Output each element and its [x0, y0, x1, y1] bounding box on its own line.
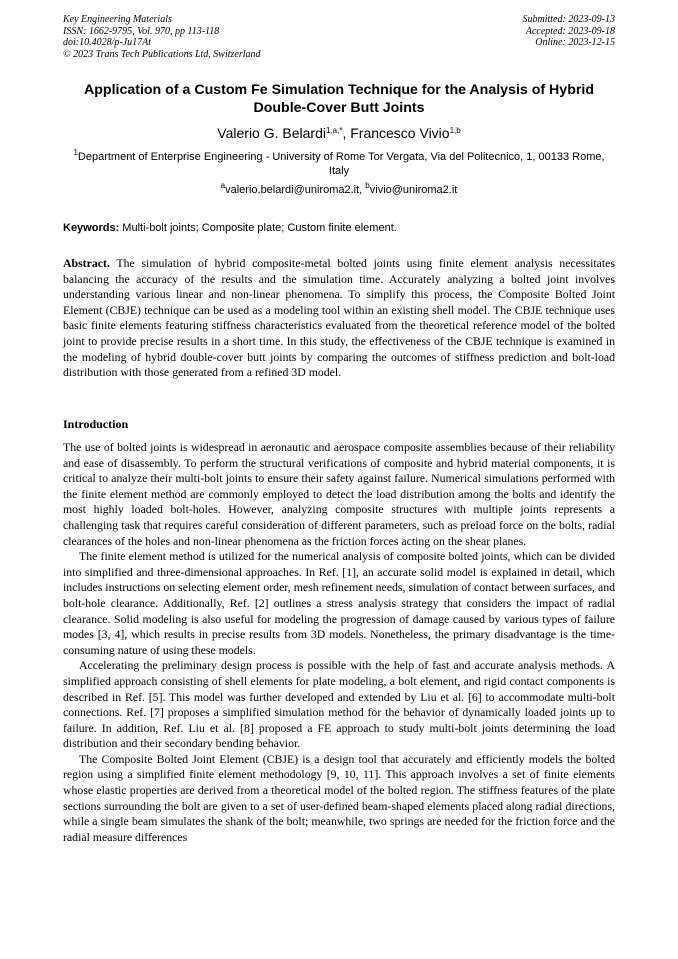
- paragraph: The finite element method is utilized for the numerical analysis of composite bolted joints, which can be divided into simplified and three-dimensional approaches. In Ref. [1], an accurate solid model is explained in detail, which includes instructions on selecting element order, mesh refinement needs, simulation of contact between surfaces, and bolt-hole clearance. Additionally, Ref. [2] outlines a stress analysis strategy that considers the impact of radial clearance. Solid modeling is also useful for modeling the progression of damage caused by various types of failure modes [3, 4], which results in precise results from 3D models. Nonetheless, the primary disadvantage is the time-consuming nature of using these models.: [63, 549, 615, 657]
- email-sup: b: [365, 181, 370, 190]
- author-affil-sup: 1,a,*: [325, 126, 343, 135]
- online-date: Online: 2023-12-15: [535, 37, 615, 49]
- abstract-label: Abstract.: [63, 256, 110, 270]
- copyright-line: © 2023 Trans Tech Publications Ltd, Switzerland: [63, 48, 261, 60]
- paper-title: Application of a Custom Fe Simulation Technique for the Analysis of Hybrid Double-Cover Butt Joints: [83, 82, 594, 116]
- issn-line: ISSN: 1662-9795, Vol. 970, pp 113-118: [63, 25, 220, 37]
- abstract-text: The simulation of hybrid composite-metal bolted joints using finite element analysis necessitates balancing the accuracy of the results and the simulation time. Accurately analyzing a bolted joint involves understanding various linear and non-linear phenomena. To simplify this process, the Composite Bolted Joint Element (CBJE) technique can be used as a modeling tool within an existing shell model. The CBJE technique uses basic finite elements featuring stiffness characteristics evaluated from the theoretical reference model of the bolted joint to provide precise results in a short time. In this study, the effectiveness of the CBJE technique is examined in the modeling of hybrid double-cover butt joints by comparing the outcomes of stiffness prediction and bolt-load distribution with those generated from a refined 3D model.: [63, 256, 615, 380]
- author-name: Francesco Vivio: [350, 125, 450, 141]
- author-affil-sup: 1,b: [449, 126, 461, 135]
- author-list: [63, 124, 615, 142]
- affiliation-sup: 1: [73, 148, 78, 157]
- doi-line[interactable]: doi:10.4028/p-Ju17At: [63, 37, 152, 49]
- keywords: [63, 221, 615, 235]
- journal-name: Key Engineering Materials: [63, 14, 172, 25]
- email-sup: a: [220, 181, 226, 190]
- author-separator: ,: [342, 125, 351, 141]
- abstract: [63, 256, 615, 381]
- affiliation-text: Department of Enterprise Engineering - University of Rome Tor Vergata, Via del Politecnico, 1, 00133 Rome, Italy: [77, 151, 605, 177]
- dates-info: [523, 14, 616, 49]
- paragraph: The use of bolted joints is widespread in aeronautic and aerospace composite assemblies because of their reliability and ease of disassembly. To perform the structural verifications of composite and hybrid material components, it is critical to analyze their multi-bolt joints to ensure their safety against failure. Numerical simulations performed with the finite element method are commonly employed to detect the load distribution among the bolts and identify the most highly loaded bolt-holes. However, analyzing composite structures with multiple joints represents a challenging task that requires careful consideration of different parameters, such as preload force on the bolts, radial clearances of the holes and non-linear phenomena as the friction forces acting on the shear planes.: [63, 440, 615, 548]
- paragraph: Accelerating the preliminary design process is possible with the help of fast and accurate analysis methods. A simplified approach consisting of shell elements for plate modeling, a bolt element, and rigid contact components is described in Ref. [5]. This model was further developed and extended by Liu et al. [6] to accommodate multi-bolt connections. Ref. [7] proposes a simplified simulation method for the behavior of dynamically loaded joints up to failure. In addition, Ref. Liu et al. [8] proposed a FE approach to study multi-bolt joints determining the load distribution and their secondary bending behavior.: [63, 658, 615, 751]
- paragraph: The Composite Bolted Joint Element (CBJE) is a design tool that accurately and efficiently models the bolted region using a simplified finite element methodology [9, 10, 11]. This approach involves a set of finite elements whose elastic properties are derived from a theoretical model of the bolted region. The stiffness features of the plate sections surrounding the bolt are given to a set of user-defined beam-shaped elements placed along radial directions, while a single beam simulates the shank of the bolt; meanwhile, two springs are needed for the friction force and the radial measure differences: [63, 751, 615, 844]
- author-name: Valerio G. Belardi: [217, 125, 326, 141]
- keywords-label: Keywords:: [63, 222, 120, 234]
- affiliation: [63, 150, 615, 178]
- journal-info: [63, 14, 261, 60]
- email-link[interactable]: vivio@uniroma2.it: [369, 184, 458, 196]
- accepted-date: Accepted: 2023-09-18: [525, 25, 615, 37]
- submitted-date: Submitted: 2023-09-13: [522, 14, 615, 25]
- introduction-body: [63, 440, 615, 845]
- section-heading: Introduction: [63, 417, 129, 431]
- email-separator: ,: [359, 184, 366, 196]
- email-link[interactable]: valerio.belardi@uniroma2.it: [225, 184, 360, 196]
- keywords-text: Multi-bolt joints; Composite plate; Custom finite element.: [119, 222, 397, 234]
- author-emails: [63, 183, 615, 197]
